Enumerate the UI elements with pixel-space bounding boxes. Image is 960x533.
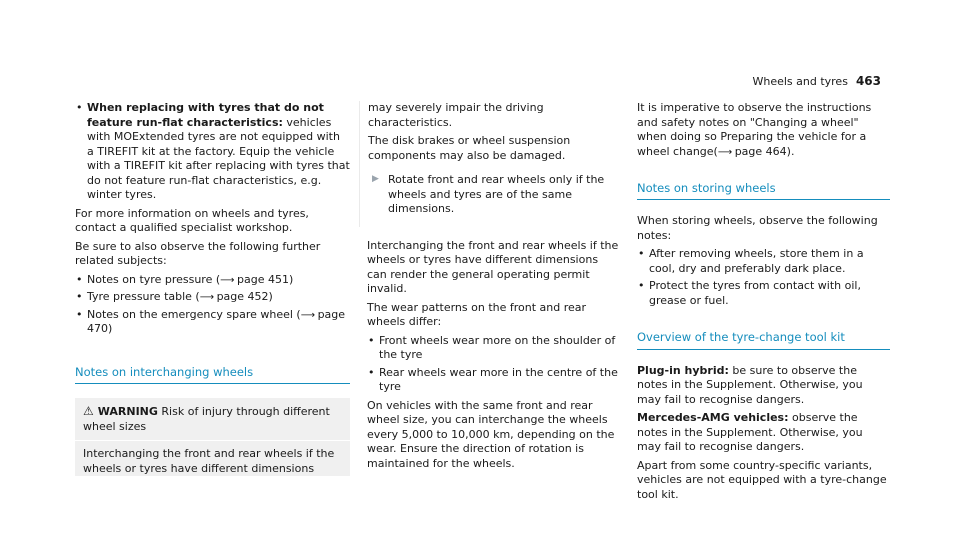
warning-continuation xyxy=(359,101,620,227)
section-title-interchanging: Notes on interchanging wheels xyxy=(75,365,350,384)
step-text: Rotate front and rear wheels only if the wheels and tyres are of the same dimensions. xyxy=(388,173,605,216)
related-link-page: page 452) xyxy=(216,290,273,304)
warning-label: WARNING xyxy=(97,404,158,418)
imperative-page-link[interactable]: page 464). xyxy=(734,144,795,158)
page-header xyxy=(752,74,881,90)
storing-item: • After removing wheels, store them in a cool, dry and preferably dark place. xyxy=(637,247,890,276)
arrow-right-icon: ⟶ xyxy=(717,146,732,158)
runflat-list xyxy=(75,101,350,203)
related-link-item[interactable] xyxy=(75,273,350,288)
storing-intro: When storing wheels, observe the following notes: xyxy=(637,214,878,242)
arrow-right-icon: ⟶ xyxy=(220,274,234,286)
section-title-toolkit: Overview of the tyre-change tool kit xyxy=(637,330,890,349)
arrow-right-icon: ⟶ xyxy=(199,292,214,304)
toolkit-paragraph: Apart from some country-specific variants, vehicles are not equipped with a tyre-change tool kit. xyxy=(637,458,887,501)
amg-text: observe the notes in the Supplement. Otherwise, you may fail to recognise dangers. xyxy=(637,411,863,454)
warning-continued-text: may severely impair the driving characteristics. xyxy=(368,101,544,129)
wear-intro: The wear patterns on the front and rear wheels differ: xyxy=(367,300,587,329)
wear-list xyxy=(367,334,620,395)
hybrid-paragraph xyxy=(637,364,890,408)
related-link-item[interactable] xyxy=(75,290,350,305)
column-3 xyxy=(637,101,890,506)
hybrid-text: be sure to observe the notes in the Supplement. Otherwise, you may fail to recognise dangers. xyxy=(637,363,863,406)
step-arrow-icon: ▶ xyxy=(372,174,379,185)
column-2 xyxy=(367,101,620,475)
related-link-page: page 451) xyxy=(236,272,294,286)
related-intro: Be sure to also observe the following further related subjects: xyxy=(75,239,321,268)
warning-damage-text: The disk brakes or wheel suspension components may also be damaged. xyxy=(368,134,571,162)
related-link-text: Tyre pressure table ( xyxy=(87,290,200,304)
related-link-item[interactable] xyxy=(75,308,350,337)
more-info-paragraph: For more information on wheels and tyres, contact a qualified specialist workshop. xyxy=(75,206,309,235)
warning-body: Interchanging the front and rear wheels if the wheels or tyres have different dimensions xyxy=(83,447,335,475)
instruction-step xyxy=(368,173,620,217)
imperative-text: It is imperative to observe the instructions and safety notes on "Changing a wheel" when doing so Preparing the vehicle for a wheel change( xyxy=(637,101,872,158)
amg-label: Mercedes-AMG vehicles: xyxy=(637,411,789,425)
section-title-storing: Notes on storing wheels xyxy=(637,181,890,200)
rotation-paragraph: On vehicles with the same front and rear wheel size, you can interchange the wheels every 5,000 to 10,000 km, depending on the wear. Ensure the direction of rotation is maintained for the wheels. xyxy=(367,398,615,470)
storing-item: • Protect the tyres from contact with oil, grease or fuel. xyxy=(637,279,890,308)
runflat-text: vehicles with MOExtended tyres are not equipped with a TIREFIT kit at the factory. Equip the vehicle with a TIREFIT kit after replacing with tyres that do not feature run-flat characteristics, e.g. winter tyres. xyxy=(87,115,350,202)
amg-paragraph xyxy=(637,411,890,455)
wear-item: • Rear wheels wear more in the centre of the tyre xyxy=(367,366,620,395)
warning-heading: Risk of injury through different wheel sizes xyxy=(83,404,330,433)
warning-icon: ⚠ xyxy=(83,403,94,418)
related-links xyxy=(75,273,350,337)
wear-item: • Front wheels wear more on the shoulder of the tyre xyxy=(367,334,620,363)
header-title: Wheels and tyres xyxy=(752,75,848,88)
storing-list xyxy=(637,247,890,308)
related-link-text: Notes on the emergency spare wheel ( xyxy=(87,307,301,321)
warning-box xyxy=(75,398,350,476)
warning-header xyxy=(75,398,350,441)
hybrid-label: Plug-in hybrid: xyxy=(637,363,729,377)
arrow-right-icon: ⟶ xyxy=(300,309,315,321)
related-link-text: Notes on tyre pressure ( xyxy=(87,272,221,286)
imperative-paragraph xyxy=(637,101,890,159)
page-number: 463 xyxy=(855,74,881,88)
runflat-item xyxy=(75,101,350,203)
related-link-page: page 470) xyxy=(87,307,346,336)
column-1 xyxy=(75,101,350,476)
interchange-paragraph: Interchanging the front and rear wheels if the wheels or tyres have different dimensions can render the general operating permit invalid. xyxy=(367,238,619,296)
runflat-bold: When replacing with tyres that do not feature run-flat characteristics: xyxy=(87,101,324,129)
